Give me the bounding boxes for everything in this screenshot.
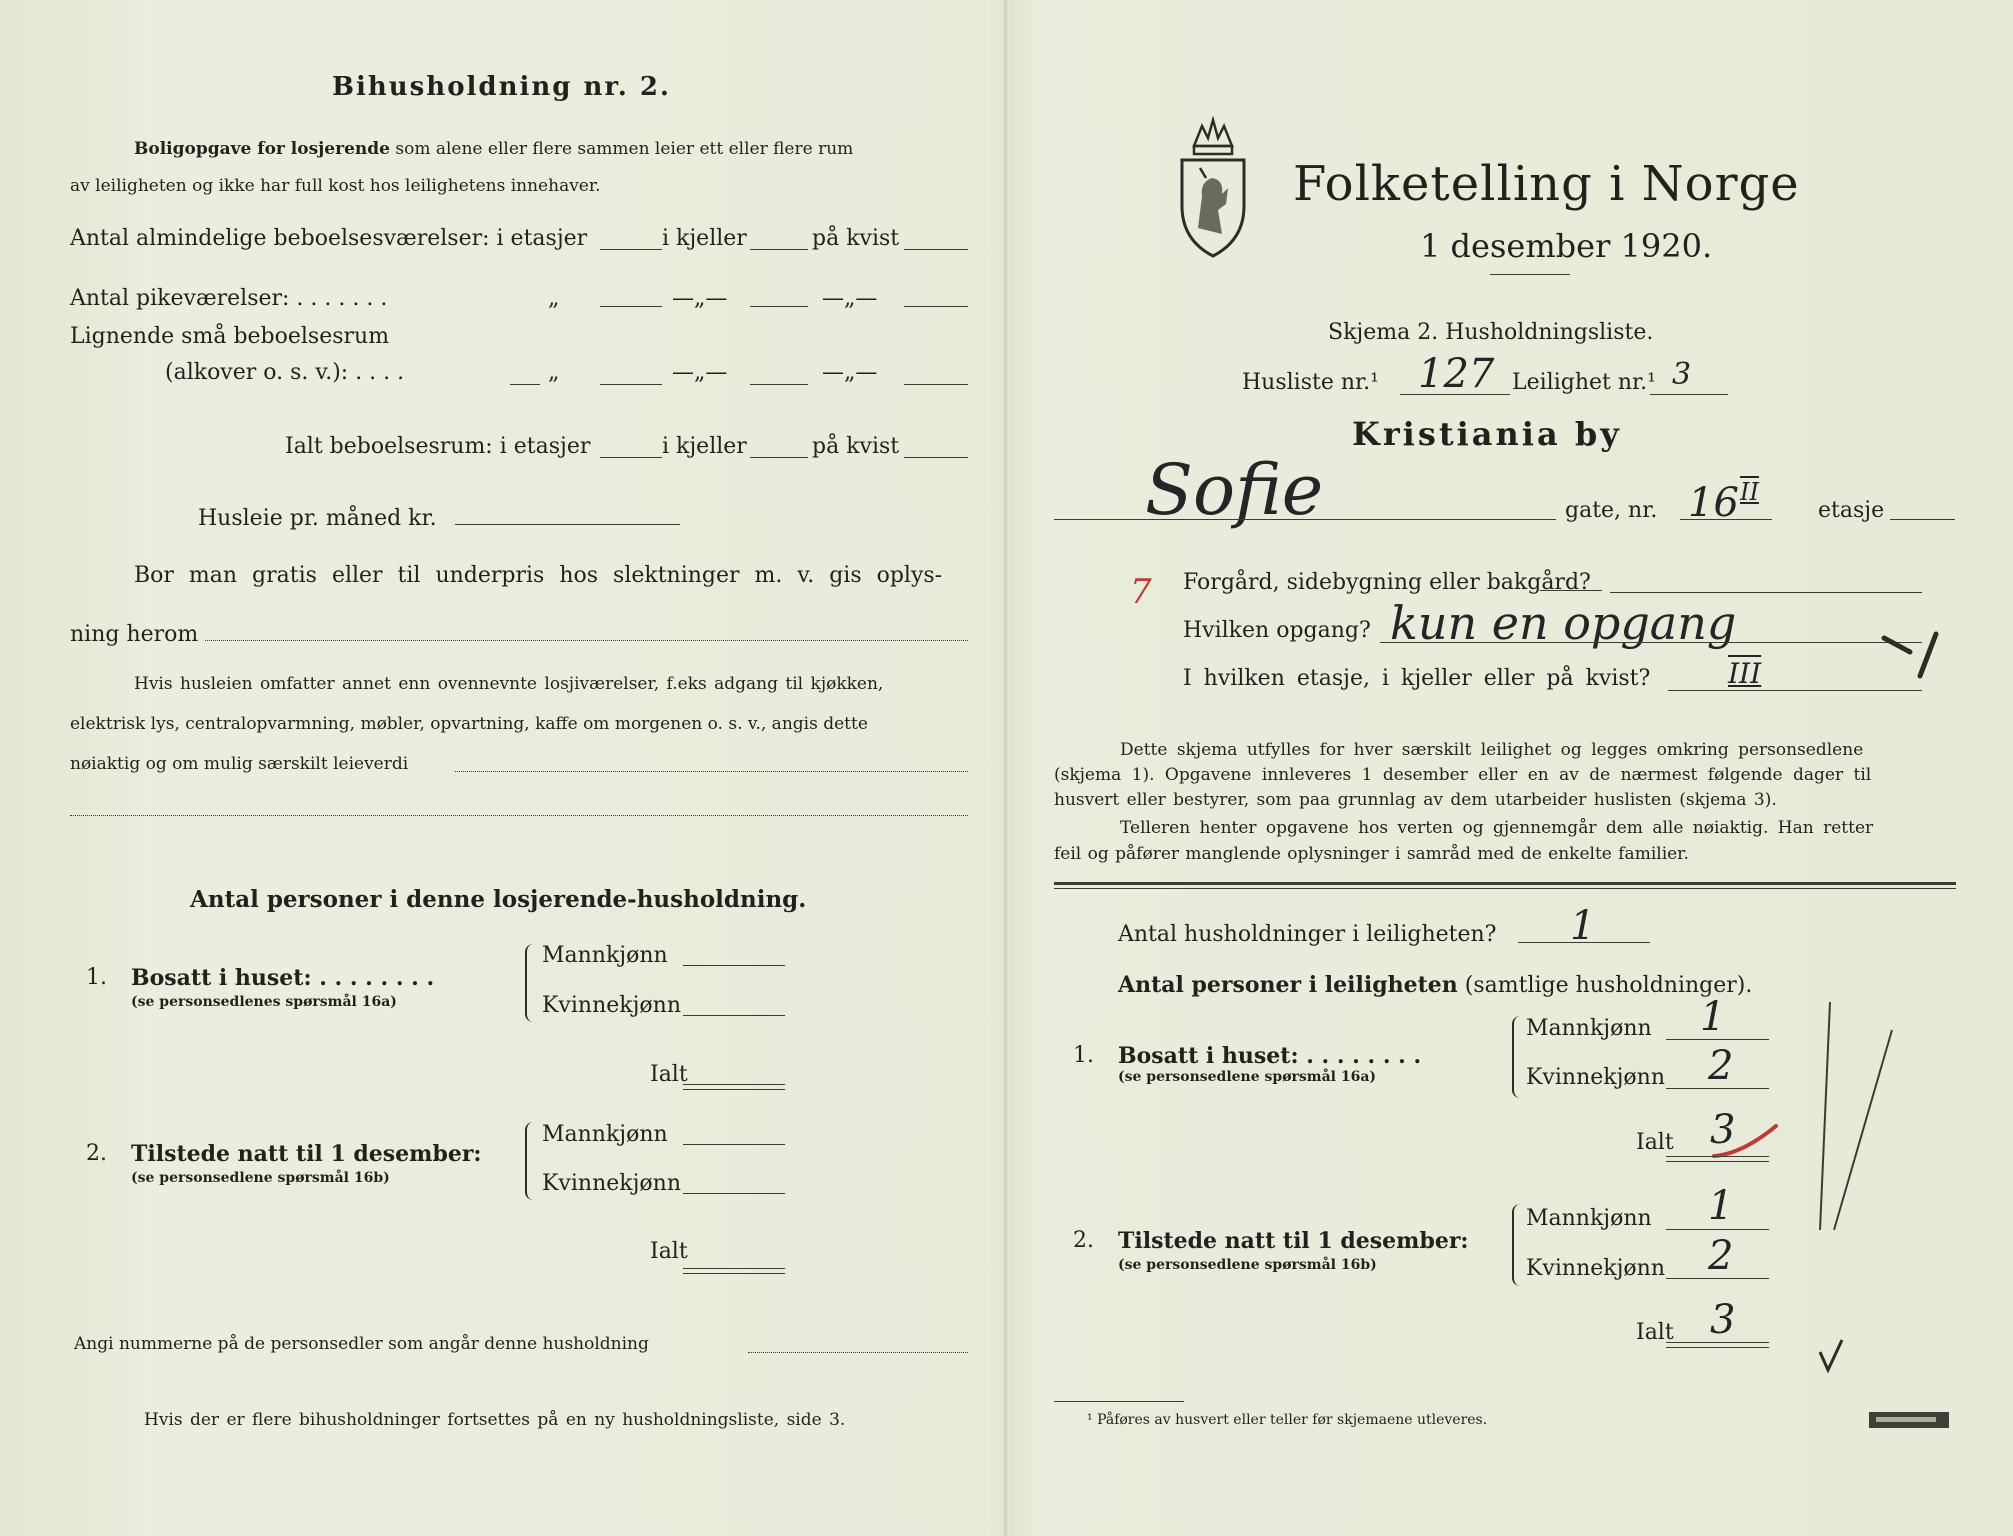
right-q2-ialt-double (1666, 1347, 1769, 1348)
angi-label: Angi nummerne på de personsedler som angår denne husholdning (74, 1334, 649, 1354)
left-q2-ialt-field[interactable] (683, 1268, 785, 1269)
hvilken-etasje-field (1668, 690, 1922, 691)
opgang-label: Hvilken opgang? (1183, 618, 1371, 643)
info1-line-2: (skjema 1). Opgavene innleveres 1 desember eller en av de nærmest følgende dager til (1054, 765, 1872, 785)
right-q1-sub: (se personsedlene spørsmål 16a) (1118, 1069, 1377, 1085)
left-q1-mann-label: Mannkjønn (542, 943, 668, 968)
rooms-kjeller-field[interactable] (750, 249, 808, 250)
left-q2-ialt-label: Ialt (650, 1239, 688, 1264)
intro-line-2: av leiligheten og ikke har full kost hos leilighetens innehaver. (70, 176, 601, 196)
hvilken-etasje-label: I hvilken etasje, i kjeller eller på kvist? (1183, 666, 1651, 691)
left-q2-kvinne-field[interactable] (683, 1193, 785, 1194)
right-q1-mann-label: Mannkjønn (1526, 1016, 1652, 1041)
right-q1-mann-field (1666, 1039, 1769, 1040)
right-q1-num: 1. (1073, 1043, 1094, 1068)
left-q1-kvinne-label: Kvinnekjønn (542, 993, 681, 1018)
smaa-ditto: „ (548, 360, 560, 385)
left-q2-brace (525, 1122, 537, 1200)
antal-pers-bold: Antal personer i leiligheten (1118, 972, 1458, 998)
left-footer: Hvis der er flere bihusholdninger fortsettes på en ny husholdningsliste, side 3. (144, 1410, 846, 1430)
census-date: 1 desember 1920. (1420, 227, 1713, 265)
antal-pers-heading (1118, 974, 1752, 997)
leieverdi-field-2[interactable] (70, 815, 968, 816)
pike-ditto: „ (548, 286, 560, 311)
left-q2-mann-field[interactable] (683, 1144, 785, 1145)
left-q2-label: Tilstede natt til 1 desember: (131, 1141, 482, 1167)
smaa-dash-2: —„— (822, 360, 878, 385)
intro-rest: som alene eller flere sammen leier ett eller flere rum (395, 139, 854, 159)
antal-hush-field (1518, 942, 1650, 943)
right-q1-ialt-field (1666, 1156, 1769, 1157)
opgang-value[interactable]: kun en opgang (1390, 596, 1737, 650)
right-divider (1054, 882, 1956, 885)
leilighet-label: Leilighet nr.¹ (1512, 370, 1656, 395)
left-title: Bihusholdning nr. 2. (332, 72, 671, 102)
left-q2-num: 2. (86, 1141, 107, 1166)
leilighet-field (1650, 394, 1728, 395)
ialt-rooms-label: Ialt beboelsesrum: i etasjer (285, 434, 591, 459)
left-q1-brace (525, 944, 537, 1022)
date-underline (1490, 274, 1570, 275)
husleie-label: Husleie pr. måned kr. (198, 506, 437, 531)
smaa-kjeller-field[interactable] (750, 384, 808, 385)
right-q2-sub: (se personsedlene spørsmål 16b) (1118, 1257, 1377, 1273)
forgard-mark: 7 (1130, 572, 1152, 612)
smaa-etasjer-field[interactable] (600, 384, 662, 385)
right-q2-kvinne-field (1666, 1278, 1769, 1279)
left-q2-ialt-double (683, 1273, 785, 1274)
left-q1-ialt-field[interactable] (683, 1084, 785, 1085)
hvis-line-3: nøiaktig og om mulig særskilt leieverdi (70, 754, 409, 774)
smaa-label-2: (alkover o. s. v.): . . . . (165, 360, 405, 385)
etasje-label: etasje (1818, 498, 1885, 523)
smaa-kvist-field[interactable] (904, 384, 968, 385)
rooms-etasjer-field[interactable] (600, 249, 662, 250)
right-q2-mann-label: Mannkjønn (1526, 1206, 1652, 1231)
gratis-line-2: ning herom (70, 622, 199, 647)
right-q2-kvinne-label: Kvinnekjønn (1526, 1256, 1665, 1281)
right-q1-label: Bosatt i huset: . . . . . . . . (1118, 1043, 1422, 1069)
left-q1-ialt-double (683, 1089, 785, 1090)
husliste-label: Husliste nr.¹ (1242, 370, 1379, 395)
pike-label: Antal pikeværelser: . . . . . . . (70, 286, 388, 311)
etasje-field (1890, 519, 1955, 520)
right-q1-ialt-label: Ialt (1636, 1130, 1674, 1155)
smaa-dash-1: —„— (672, 360, 728, 385)
leilighet-value[interactable]: 3 (1672, 357, 1692, 392)
hvis-line-2: elektrisk lys, centralopvarmning, møbler, opvartning, kaffe om morgenen o. s. v., angis dette (70, 714, 868, 734)
right-q1-kvinne-field (1666, 1088, 1769, 1089)
pike-kvist-field[interactable] (904, 306, 968, 307)
antal-hush-value[interactable]: 1 (1570, 903, 1596, 949)
info2-line-1: Telleren henter opgavene hos verten og gjennemgår dem alle nøiaktig. Han retter (1120, 818, 1874, 838)
left-q2-kvinne-label: Kvinnekjønn (542, 1171, 681, 1196)
footnote-rule (1054, 1401, 1184, 1402)
opgang-field (1380, 642, 1922, 643)
antal-hush-label: Antal husholdninger i leiligheten? (1118, 922, 1497, 947)
right-q2-brace (1512, 1204, 1524, 1286)
left-q1-mann-field[interactable] (683, 965, 785, 966)
left-q1-label: Bosatt i huset: . . . . . . . . (131, 965, 435, 991)
right-q2-ialt-value[interactable]: 3 (1710, 1297, 1736, 1343)
forgard-field[interactable] (1610, 592, 1922, 593)
ialt-etasjer-field[interactable] (600, 457, 662, 458)
pike-kjeller-field[interactable] (750, 306, 808, 307)
smaa-label-1: Lignende små beboelsesrum (70, 324, 390, 349)
gate-nr-field (1680, 519, 1772, 520)
left-q1-sub: (se personsedlenes spørsmål 16a) (131, 994, 397, 1010)
right-divider-thin (1054, 888, 1956, 889)
city-label: Kristiania by (1352, 415, 1622, 453)
right-q2-mann-value[interactable]: 1 (1708, 1183, 1734, 1229)
pike-etasjer-field[interactable] (600, 306, 662, 307)
husliste-value[interactable]: 127 (1418, 351, 1495, 397)
ialt-kvist-label: på kvist (812, 434, 900, 459)
street-field (1054, 519, 1556, 520)
norway-coat-of-arms-icon (1172, 108, 1254, 260)
left-q2-sub: (se personsedlene spørsmål 16b) (131, 1170, 390, 1186)
street-value[interactable]: Sofie (1145, 449, 1324, 531)
husleie-field[interactable] (455, 524, 680, 525)
printer-stamp-icon (1868, 1410, 1950, 1430)
right-q1-ialt-value[interactable]: 3 (1710, 1107, 1736, 1153)
skjema-label: Skjema 2. Husholdningsliste. (1328, 320, 1654, 345)
opgang-check-mark-icon (1880, 630, 1940, 680)
ialt-kjeller-field[interactable] (750, 457, 808, 458)
right-q2-ialt-field (1666, 1342, 1769, 1343)
info1-line-3: husvert eller bestyrer, som paa grunnlag av dem utarbeider huslisten (skjema 3). (1054, 790, 1777, 810)
info2-line-2: feil og påfører manglende oplysninger i samråd med de enkelte familier. (1054, 844, 1689, 864)
page-fold (1004, 0, 1007, 1536)
hvilken-etasje-value[interactable]: III (1728, 657, 1762, 690)
left-q2-mann-label: Mannkjønn (542, 1122, 668, 1147)
left-q1-ialt-label: Ialt (650, 1062, 688, 1087)
right-q2-ialt-label: Ialt (1636, 1320, 1674, 1345)
q2-check-mark-icon (1816, 1338, 1846, 1374)
etasje-value[interactable]: II (1740, 478, 1759, 506)
angi-field[interactable] (748, 1352, 968, 1353)
right-q1-kvinne-label: Kvinnekjønn (1526, 1065, 1665, 1090)
rooms-label: Antal almindelige beboelsesværelser: i etasjer (70, 226, 588, 251)
right-q1-mann-value[interactable]: 1 (1700, 994, 1726, 1040)
right-q1-kvinne-value[interactable]: 2 (1708, 1043, 1734, 1089)
husliste-field (1400, 394, 1510, 395)
ialt-kvist-field[interactable] (904, 457, 968, 458)
right-q1-brace (1512, 1016, 1524, 1098)
hvis-line-1: Hvis husleien omfatter annet enn ovennevnte losjiværelser, f.eks adgang til kjøkken, (134, 674, 884, 694)
right-title: Folketelling i Norge (1293, 156, 1800, 212)
pike-dash-2: —„— (822, 286, 878, 311)
gratis-field[interactable] (205, 640, 968, 641)
rooms-kvist-field[interactable] (904, 249, 968, 250)
left-q1-num: 1. (86, 965, 107, 990)
info1-line-1: Dette skjema utfylles for hver særskilt leilighet og legges omkring personsedlene (1120, 740, 1864, 760)
intro-line-1 (134, 141, 853, 158)
tally-check-lines-icon (1816, 1000, 1896, 1232)
right-q2-label: Tilstede natt til 1 desember: (1118, 1228, 1469, 1254)
pike-dash-1: —„— (672, 286, 728, 311)
gate-nr-value[interactable]: 16 (1688, 480, 1739, 526)
bakgard-underline (1540, 590, 1602, 591)
right-q1-ialt-double (1666, 1161, 1769, 1162)
ialt-kjeller-label: i kjeller (662, 434, 747, 459)
left-q1-kvinne-field[interactable] (683, 1015, 785, 1016)
right-q2-num: 2. (1073, 1228, 1094, 1253)
right-q2-mann-field (1666, 1229, 1769, 1230)
gate-label: gate, nr. (1565, 498, 1658, 523)
forgard-label: Forgård, sidebygning eller bakgård? (1183, 570, 1591, 595)
left-antal-heading: Antal personer i denne losjerende-husholdning. (190, 886, 807, 913)
antal-pers-rest: (samtlige husholdninger). (1464, 973, 1753, 998)
smaa-lead-line (510, 384, 540, 385)
intro-bold: Boligopgave for losjerende (134, 139, 390, 159)
right-q2-kvinne-value[interactable]: 2 (1708, 1233, 1734, 1279)
footnote: ¹ Påføres av husvert eller teller før skjemaene utleveres. (1087, 1412, 1488, 1428)
leieverdi-field[interactable] (455, 771, 968, 772)
gratis-line-1: Bor man gratis eller til underpris hos slektninger m. v. gis oplys- (134, 563, 943, 588)
rooms-kjeller-label: i kjeller (662, 226, 747, 251)
rooms-kvist-label: på kvist (812, 226, 900, 251)
